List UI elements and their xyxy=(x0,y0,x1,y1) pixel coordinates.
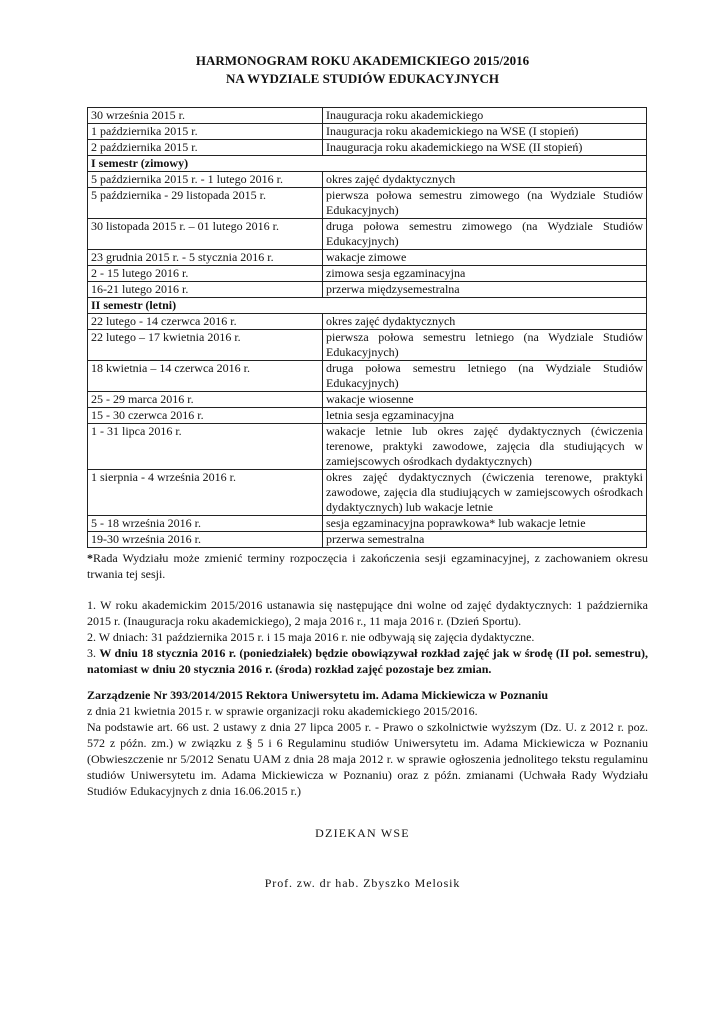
table-row xyxy=(88,172,647,188)
winter-semester-heading: I semestr (zimowy) xyxy=(88,156,647,172)
table-row xyxy=(88,140,647,156)
table-row xyxy=(88,266,647,282)
table-row xyxy=(88,516,647,532)
table-row xyxy=(88,470,647,516)
date-cell: 30 września 2015 r. xyxy=(88,108,323,124)
event-cell: wakacje wiosenne xyxy=(323,392,647,408)
date-cell: 18 kwietnia – 14 czerwca 2016 r. xyxy=(88,361,323,392)
holiday-item-3-number: 3. xyxy=(87,646,100,660)
table-row xyxy=(88,314,647,330)
decree-subtitle: z dnia 21 kwietnia 2015 r. w sprawie organizacji roku akademickiego 2015/2016. xyxy=(87,704,478,718)
date-cell: 1 sierpnia - 4 września 2016 r. xyxy=(88,470,323,516)
document-title-line2: NA WYDZIALE STUDIÓW EDUKACYJNYCH xyxy=(226,71,499,86)
footnote-marker: * xyxy=(87,551,93,565)
date-cell: 23 grudnia 2015 r. - 5 stycznia 2016 r. xyxy=(88,250,323,266)
date-cell: 16-21 lutego 2016 r. xyxy=(88,282,323,298)
event-cell: przerwa semestralna xyxy=(323,532,647,548)
event-cell: Inauguracja roku akademickiego xyxy=(323,108,647,124)
event-cell: okres zajęć dydaktycznych (ćwiczenia terenowe, praktyki zawodowe, zajęcia dla studiujących w zamiejscowych ośrodkach dydaktycznych) lub wakacje letnie xyxy=(323,470,647,516)
footnote-text: Rada Wydziału może zmienić terminy rozpoczęcia i zakończenia sesji egzaminacyjnej, z zachowaniem okresu trwania tej sesji. xyxy=(87,551,648,581)
summer-semester-heading: II semestr (letni) xyxy=(88,298,647,314)
date-cell: 5 października - 29 listopada 2015 r. xyxy=(88,188,323,219)
table-row xyxy=(88,282,647,298)
date-cell: 30 listopada 2015 r. – 01 lutego 2016 r. xyxy=(88,219,323,250)
holiday-item-3 xyxy=(87,645,648,677)
date-cell: 25 - 29 marca 2016 r. xyxy=(88,392,323,408)
table-row xyxy=(88,408,647,424)
table-row xyxy=(88,250,647,266)
holiday-item-2: 2. W dniach: 31 października 2015 r. i 15 maja 2016 r. nie odbywają się zajęcia dydaktyczne. xyxy=(87,630,535,644)
schedule-table xyxy=(87,107,647,548)
decree-title: Zarządzenie Nr 393/2014/2015 Rektora Uniwersytetu im. Adama Mickiewicza w Poznaniu xyxy=(87,688,549,702)
event-cell: wakacje letnie lub okres zajęć dydaktycznych (ćwiczenia terenowe, praktyki zawodowe, zajęcia dla studiujących w zamiejscowych ośrodkach dydaktycznych) xyxy=(323,424,647,470)
event-cell: pierwsza połowa semestru letniego (na Wydziale Studiów Edukacyjnych) xyxy=(323,330,647,361)
date-cell: 2 października 2015 r. xyxy=(88,140,323,156)
event-cell: letnia sesja egzaminacyjna xyxy=(323,408,647,424)
date-cell: 5 października 2015 r. - 1 lutego 2016 r. xyxy=(88,172,323,188)
signature-name: Prof. zw. dr hab. Zbyszko Melosik xyxy=(264,876,461,890)
section-heading-row xyxy=(88,156,647,172)
date-cell: 5 - 18 września 2016 r. xyxy=(88,516,323,532)
holiday-item-1: 1. W roku akademickim 2015/2016 ustanawia się następujące dni wolne od zajęć dydaktycznych: 1 października 2015 r. (Inauguracja roku akademickiego), 2 maja 2016 r., 11 maja 2016 r. (Dzień Sportu). xyxy=(87,598,648,628)
document-title-line1: HARMONOGRAM ROKU AKADEMICKIEGO 2015/2016 xyxy=(195,53,530,68)
event-cell: okres zajęć dydaktycznych xyxy=(323,172,647,188)
event-cell: Inauguracja roku akademickiego na WSE (I stopień) xyxy=(323,124,647,140)
event-cell: druga połowa semestru zimowego (na Wydziale Studiów Edukacyjnych) xyxy=(323,219,647,250)
decree-section xyxy=(87,687,648,799)
decree-body: Na podstawie art. 66 ust. 2 ustawy z dnia 27 lipca 2005 r. - Prawo o szkolnictwie wyższym (Dz. U. z 2012 r. poz. 572 z późn. zm.) w związku z § 5 i 6 Regulaminu studiów Uniwersytetu im. Adama Mickiewicza w Poznaniu (Obwieszczenie nr 5/2012 Senatu UAM z dnia 28 maja 2012 r. w sprawie ogłoszenia jednolitego tekstu regulaminu studiów Uniwersytetu im. Adama Mickiewicza w Poznaniu) oraz z późn. zmianami (Uchwała Rady Wydziału Studiów Edukacyjnych z dnia 16.06.2015 r.) xyxy=(87,720,648,798)
date-cell: 1 października 2015 r. xyxy=(88,124,323,140)
event-cell: przerwa międzysemestralna xyxy=(323,282,647,298)
holidays-section xyxy=(87,597,648,677)
table-row xyxy=(88,124,647,140)
date-cell: 1 - 31 lipca 2016 r. xyxy=(88,424,323,470)
event-cell: sesja egzaminacyjna poprawkowa* lub wakacje letnie xyxy=(323,516,647,532)
event-cell: okres zajęć dydaktycznych xyxy=(323,314,647,330)
event-cell: pierwsza połowa semestru zimowego (na Wydziale Studiów Edukacyjnych) xyxy=(323,188,647,219)
table-row xyxy=(88,219,647,250)
table-row xyxy=(88,532,647,548)
date-cell: 2 - 15 lutego 2016 r. xyxy=(88,266,323,282)
date-cell: 22 lutego – 17 kwietnia 2016 r. xyxy=(88,330,323,361)
signature-role: DZIEKAN WSE xyxy=(315,826,410,840)
table-row xyxy=(88,361,647,392)
event-cell: Inauguracja roku akademickiego na WSE (II stopień) xyxy=(323,140,647,156)
table-row xyxy=(88,330,647,361)
event-cell: zimowa sesja egzaminacyjna xyxy=(323,266,647,282)
event-cell: wakacje zimowe xyxy=(323,250,647,266)
holiday-item-3-text: W dniu 18 stycznia 2016 r. (poniedziałek) będzie obowiązywał rozkład zajęć jak w środę (II poł. semestru), natomiast w dniu 20 stycznia 2016 r. (środa) rozkład zajęć pozostaje bez zmian. xyxy=(87,646,648,676)
date-cell: 15 - 30 czerwca 2016 r. xyxy=(88,408,323,424)
date-cell: 19-30 września 2016 r. xyxy=(88,532,323,548)
table-row xyxy=(88,392,647,408)
footnote xyxy=(87,550,648,582)
table-row xyxy=(88,108,647,124)
section-heading-row xyxy=(88,298,647,314)
event-cell: druga połowa semestru letniego (na Wydziale Studiów Edukacyjnych) xyxy=(323,361,647,392)
table-row xyxy=(88,188,647,219)
table-row xyxy=(88,424,647,470)
date-cell: 22 lutego - 14 czerwca 2016 r. xyxy=(88,314,323,330)
